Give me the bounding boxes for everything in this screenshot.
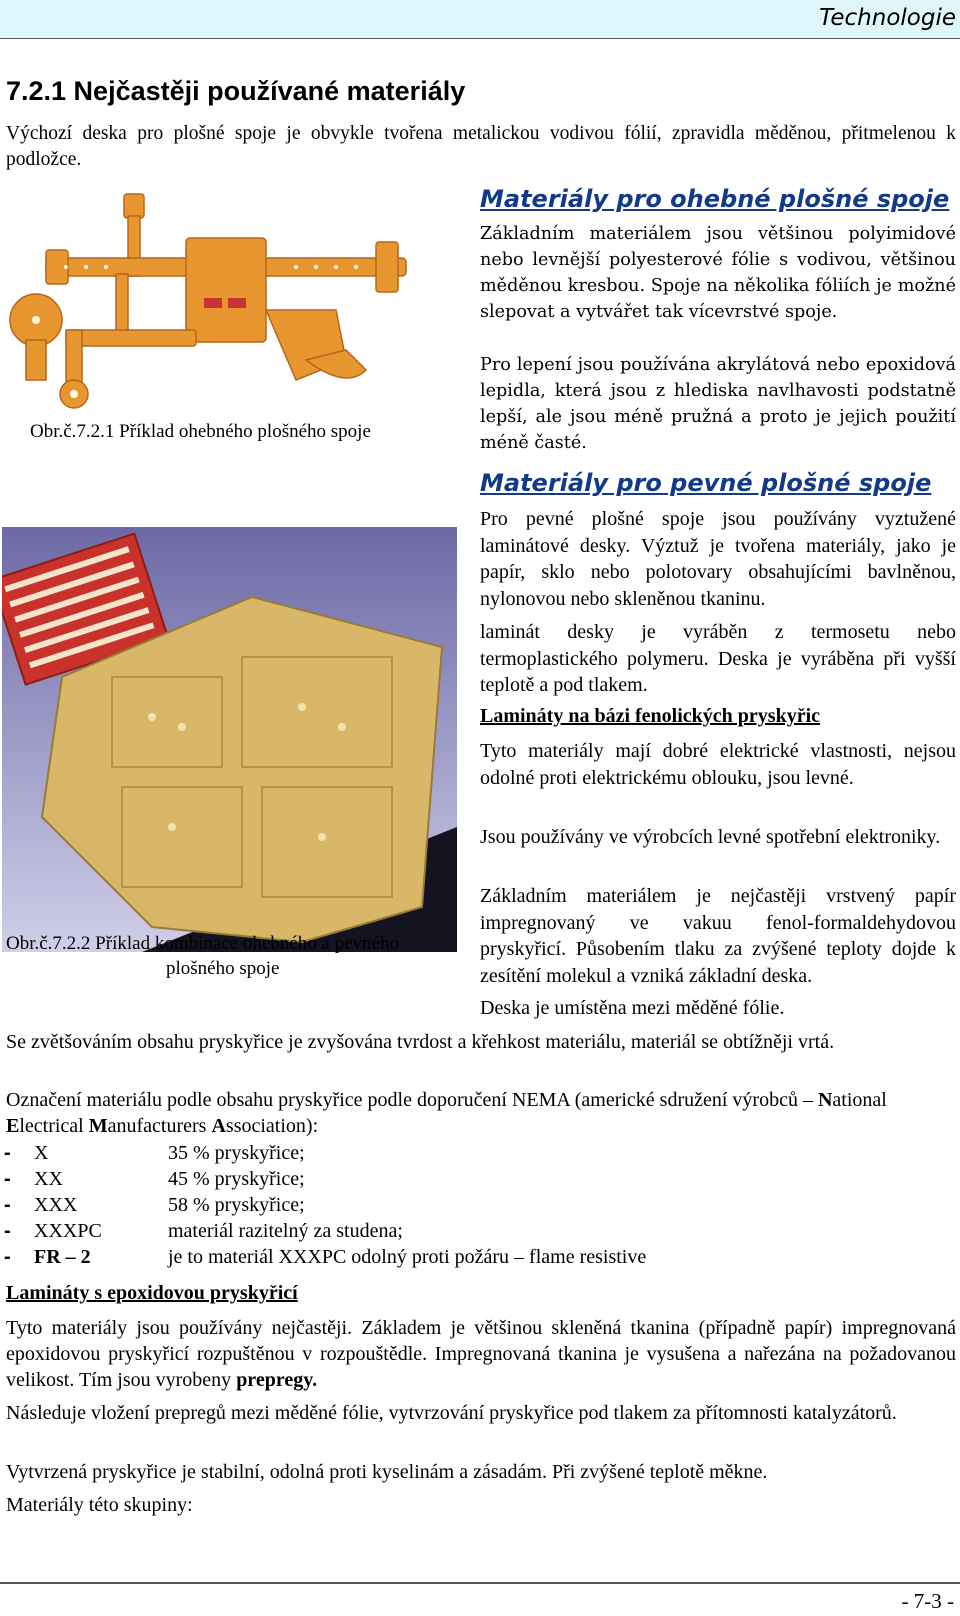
intro-paragraph: Výchozí deska pro plošné spoje je obvykle tvořena metalickou vodivou fólií, zpravidla měděnou, přitmelenou k podložce.: [6, 123, 956, 170]
figure2-caption-line1: Obr.č.7.2.2 Příklad kombinace ohebného a pevného: [6, 933, 400, 954]
header-title: Technologie: [819, 5, 956, 31]
figure2-caption-line2: plošného spoje: [166, 958, 280, 979]
phenolic-paragraph-1: Tyto materiály mají dobré elektrické vlastnosti, nejsou odolné proti elektrickému oblouku, jsou levné.: [480, 740, 956, 789]
epoxy-heading: Lamináty s epoxidovou pryskyřicí: [6, 1282, 298, 1304]
phenolic-paragraph-3: Základním materiálem je nejčastěji vrstvený papír impregnovaný ve vakuu fenol-formaldehydovou pryskyřicí. Působením tlaku za zvýšené teploty dojde k zesítění molekul a vzniká základní deska.: [480, 885, 956, 987]
phenolic-paragraph-4: Deska je umístěna mezi měděné fólie.: [480, 997, 785, 1019]
rigid-paragraph-2: laminát desky je vyráběn z termosetu nebo termoplastického polymeru. Deska je vyráběna při vyšší teplotě a pod tlakem.: [480, 621, 956, 696]
epoxy-paragraph-4: Materiály této skupiny:: [6, 1494, 193, 1516]
epoxy-paragraph-2: Následuje vložení prepregů mezi měděné fólie, vytvrzování pryskyřice pod tlakem za přítomnosti katalyzátorů.: [6, 1402, 897, 1424]
epoxy-paragraph-1: Tyto materiály jsou používány nejčastěji. Základem je většinou skleněná tkanina (případně papír) impregnovaná epoxidovou pryskyřicí rozpuštěnou v rozpouštědle. Impregnovaná tkanina je vysušena a nařezána na požadovanou velikost. Tím jsou vyrobeny prepregy.: [6, 1317, 956, 1391]
footer-divider: [0, 1582, 960, 1584]
flexible-paragraph-1: Základním materiálem jsou většinou polyimidové nebo levnější polyesterové fólie s vodivou, většinou měděnou kresbou. Spoje na několika fóliích je možné slepovat a vytvářet tak vícevrstvé spoje.: [480, 224, 956, 322]
page-header: [0, 0, 960, 39]
epoxy-paragraph-3: Vytvrzená pryskyřice je stabilní, odolná proti kyselinám a zásadám. Při zvýšené teplotě měkne.: [6, 1461, 768, 1483]
figure1-caption: Obr.č.7.2.1 Příklad ohebného plošného spoje: [30, 421, 371, 442]
flexible-pcb-image: [6, 190, 416, 420]
flexible-heading: Materiály pro ohebné plošné spoje: [480, 185, 950, 213]
flexible-paragraph-2: Pro lepení jsou používána akrylátová nebo epoxidová lepidla, která jsou z hlediska navlhavosti podstatně lepší, ale jsou méně pružná a proto je jejich použití méně časté.: [480, 355, 956, 453]
page-number: - 7-3 -: [901, 1589, 954, 1613]
rigid-paragraph-1: Pro pevné plošné spoje jsou používány vyztužené laminátové desky. Výztuž je tvořena materiály, jako je papír, sklo nebo polotovary obsahujícími bavlněnou, nylonovou nebo skleněnou tkaninu.: [480, 508, 956, 610]
rigid-flex-pcb-image: [2, 527, 457, 952]
rigid-heading: Materiály pro pevné plošné spoje: [480, 469, 932, 497]
nema-paragraph: Označení materiálu podle obsahu pryskyřice podle doporučení NEMA (americké sdružení výrobců – National Electrical Manufacturers Association):: [6, 1089, 887, 1137]
phenolic-heading: Lamináty na bázi fenolických pryskyřic: [480, 705, 821, 727]
resin-paragraph: Se zvětšováním obsahu pryskyřice je zvyšována tvrdost a křehkost materiálu, materiál se obtížněji vrtá.: [6, 1031, 835, 1053]
phenolic-paragraph-2: Jsou používány ve výrobcích levné spotřební elektroniky.: [480, 826, 941, 848]
section-title: 7.2.1 Nejčastěji používané materiály: [6, 76, 466, 106]
